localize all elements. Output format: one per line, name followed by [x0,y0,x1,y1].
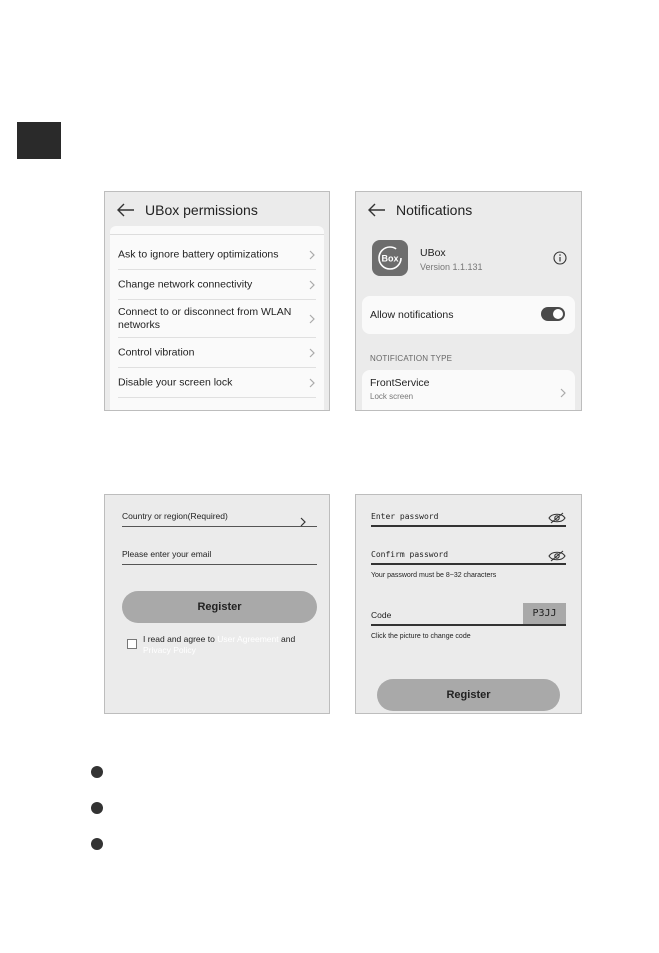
code-input[interactable] [371,602,566,626]
app-icon-text: Box [381,253,399,264]
email-placeholder: Please enter your email [122,549,212,559]
allow-notifications-toggle[interactable] [541,307,565,321]
bullet-dot [91,838,103,850]
chevron-right-icon [308,314,316,324]
privacy-policy-link[interactable]: Privacy Policy [143,645,196,655]
permission-item-battery[interactable] [118,240,316,270]
code-label: Code [371,610,392,620]
permission-list [110,226,324,410]
confirm-password-input[interactable] [371,541,566,565]
notification-type-subtitle: Lock screen [370,392,414,401]
ubox-app-icon [372,240,408,276]
page-title: Notifications [396,202,473,218]
page-title: UBox permissions [145,202,258,218]
chevron-right-icon [308,378,316,388]
eye-hidden-icon[interactable] [548,549,566,561]
captcha-hint: Click the picture to change code [371,633,471,640]
agreement-text [143,634,315,656]
password-screen [355,494,582,714]
back-arrow-icon[interactable] [117,203,135,217]
chevron-right-icon [308,250,316,260]
permission-label: Disable your screen lock [118,376,233,388]
notifications-header [368,202,472,218]
register-screen [104,494,330,714]
notification-type-row[interactable] [362,370,575,410]
app-name: UBox [420,247,446,259]
permission-item-screen-lock[interactable] [118,368,316,398]
chevron-right-icon [299,514,307,524]
list-item-partial [110,226,324,235]
email-input[interactable] [122,543,317,565]
permission-item-wlan[interactable] [118,300,316,338]
permission-label: Connect to or disconnect from WLAN networks [118,305,292,331]
notification-type-title: FrontService [370,377,430,389]
permission-label: Change network connectivity [118,278,253,290]
chevron-right-icon [559,385,567,395]
permissions-header [117,202,258,218]
info-icon[interactable] [553,251,567,265]
enter-password-label: Enter password [371,512,439,521]
chevron-right-icon [308,348,316,358]
register-button[interactable]: Register [377,679,560,711]
user-agreement-link[interactable]: User Agreement [217,634,279,644]
country-region-label: Country or region(Required) [122,511,228,521]
confirm-password-label: Confirm password [371,550,449,559]
permission-item-vibration[interactable] [118,338,316,368]
back-arrow-icon[interactable] [368,203,386,217]
password-hint: Your password must be 8~32 characters [371,572,497,579]
permission-label: Ask to ignore battery optimizations [118,248,279,260]
section-label: NOTIFICATION TYPE [370,354,453,363]
agree-and: and [278,634,296,644]
agree-prefix: I read and agree to [143,634,218,644]
permission-label: Control vibration [118,346,195,358]
country-region-field[interactable] [122,505,317,527]
agree-checkbox[interactable] [127,639,137,649]
register-button[interactable]: Register [122,591,317,623]
captcha-image[interactable]: P3JJ [523,603,566,624]
app-version: Version 1.1.131 [420,262,483,272]
bullet-dot [91,766,103,778]
chevron-right-icon [308,280,316,290]
bullet-dot [91,802,103,814]
enter-password-input[interactable] [371,503,566,527]
allow-notifications-row [362,296,575,334]
notifications-screen [355,191,582,411]
section-marker-square [17,122,61,159]
permission-item-network[interactable] [118,270,316,300]
permissions-screen [104,191,330,411]
eye-hidden-icon[interactable] [548,511,566,523]
allow-notifications-label: Allow notifications [370,309,454,321]
